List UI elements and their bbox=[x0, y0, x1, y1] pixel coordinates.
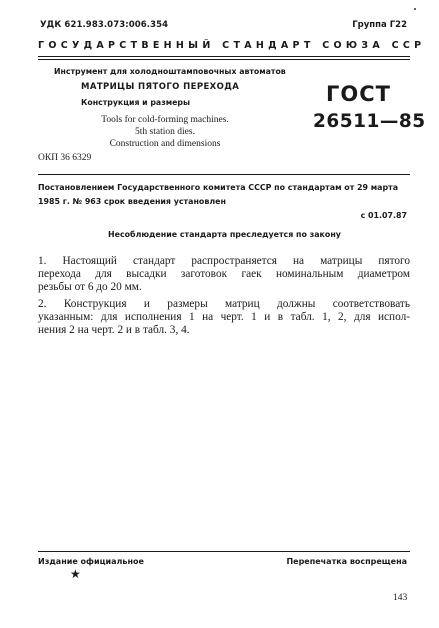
english-title-line: Tools for cold-forming machines. bbox=[101, 115, 229, 125]
udk-code: УДК 621.983.073:006.354 bbox=[40, 20, 169, 30]
group-code: Группа Г22 bbox=[352, 20, 407, 30]
reprint-notice: Перепечатка воспрещена bbox=[286, 557, 407, 566]
standard-title: ГОСУДАРСТВЕННЫЙ СТАНДАРТ СОЮЗА ССР bbox=[38, 40, 426, 51]
decree-line: Постановлением Государственного комитета СССР по стандартам от 29 марта bbox=[38, 183, 399, 192]
scan-speck bbox=[414, 8, 416, 10]
paragraph-line: резьбы от 6 до 20 мм. bbox=[38, 281, 142, 293]
law-notice: Несоблюдение стандарта преследуется по закону bbox=[108, 230, 341, 239]
english-title-line: Construction and dimensions bbox=[109, 139, 221, 149]
instrument-heading: Инструмент для холодноштамповочных автоматов bbox=[54, 67, 286, 76]
top-rule-thin bbox=[38, 59, 410, 60]
english-title-line: 5th station dies. bbox=[135, 127, 195, 137]
paragraph-line: нения 2 на черт. 2 и в табл. 3, 4. bbox=[38, 324, 190, 336]
top-rule bbox=[38, 56, 410, 57]
effective-date: с 01.07.87 bbox=[360, 211, 407, 220]
decree-line: 1985 г. № 963 срок введения установлен bbox=[38, 197, 226, 206]
star-icon: ★ bbox=[70, 567, 81, 581]
footer-rule bbox=[38, 551, 410, 552]
paragraph-line: 1. Настоящий стандарт распространяется на матрицы пятого bbox=[38, 255, 410, 267]
paragraph-1 bbox=[38, 255, 410, 294]
paragraph-2 bbox=[38, 298, 410, 337]
paragraph-line: указанным: для исполнения 1 на черт. 1 и в табл. 1, 2, для испол- bbox=[38, 311, 410, 323]
official-edition-label: Издание официальное bbox=[38, 557, 144, 566]
document-title: МАТРИЦЫ ПЯТОГО ПЕРЕХОДА bbox=[81, 82, 240, 92]
section-rule bbox=[38, 174, 410, 175]
okp-code: ОКП 36 6329 bbox=[38, 153, 92, 163]
document-subtitle: Конструкция и размеры bbox=[81, 98, 191, 107]
gost-label: ГОСТ bbox=[326, 82, 391, 106]
gost-number: 26511—85 bbox=[313, 111, 426, 132]
paragraph-line: перехода для высадки заготовок гаек номинальным диаметром bbox=[38, 268, 410, 280]
page-number: 143 bbox=[393, 593, 408, 603]
paragraph-line: 2. Конструкция и размеры матриц должны соответствовать bbox=[38, 298, 410, 310]
